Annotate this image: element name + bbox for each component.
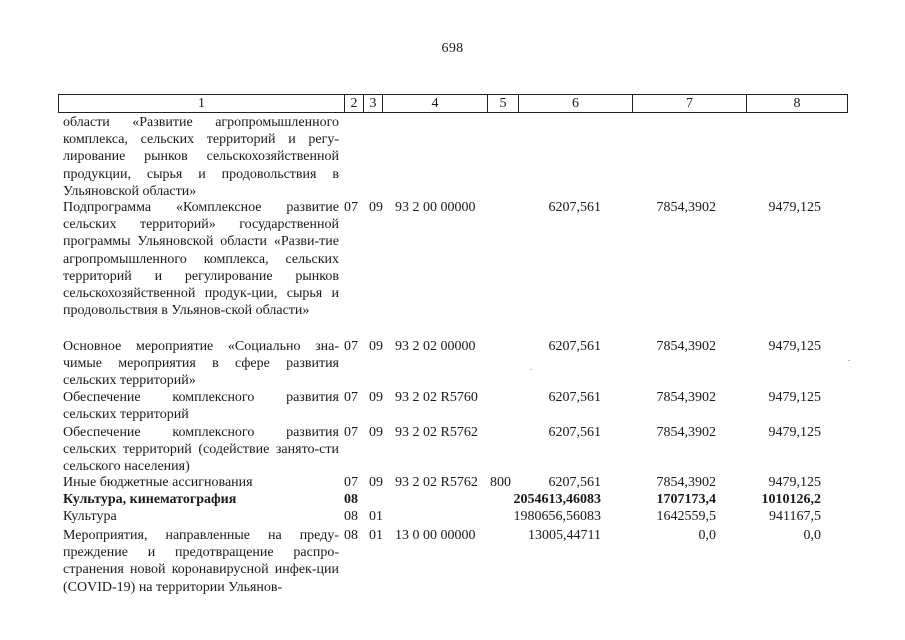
row-section: 07 bbox=[344, 425, 358, 440]
header-col-2: 2 bbox=[345, 95, 364, 112]
row-target-article: 93 2 00 00000 bbox=[395, 200, 476, 215]
header-col-4: 4 bbox=[383, 95, 488, 112]
row-subsection: 09 bbox=[369, 425, 383, 440]
row-subsection: 09 bbox=[369, 390, 383, 405]
row-subsection: 01 bbox=[369, 509, 383, 524]
row-section: 08 bbox=[344, 492, 358, 507]
row-section: 08 bbox=[344, 528, 358, 543]
row-amount-year-2: 7854,3902 bbox=[656, 425, 716, 440]
header-col-5: 5 bbox=[488, 95, 519, 112]
row-amount-year-1: 13005,44711 bbox=[528, 528, 601, 543]
header-col-8: 8 bbox=[793, 96, 801, 111]
row-description: области «Развитие агропромышленного комплекса, сельских территорий и регу-лирование рынков сельскохозяйственной продукции, сырья и продовольствия в Ульяновской области» bbox=[63, 115, 339, 199]
row-amount-year-2: 1707173,4 bbox=[656, 492, 716, 507]
table-header bbox=[58, 94, 848, 113]
budget-table bbox=[58, 94, 848, 595]
row-section: 07 bbox=[344, 339, 358, 354]
row-amount-year-3: 9479,125 bbox=[768, 475, 821, 490]
scan-speck bbox=[530, 369, 532, 370]
row-amount-year-3: 9479,125 bbox=[768, 339, 821, 354]
row-amount-year-2: 7854,3902 bbox=[656, 339, 716, 354]
row-section: 08 bbox=[344, 509, 358, 524]
row-amount-year-3: 9479,125 bbox=[768, 390, 821, 405]
row-description: Основное мероприятие «Социально зна-чимые мероприятия в сфере развития сельских территорий» bbox=[63, 339, 339, 389]
row-description: Культура bbox=[63, 509, 117, 524]
row-amount-year-1: 2054613,46083 bbox=[513, 492, 601, 507]
row-expense-type: 800 bbox=[490, 475, 511, 490]
row-amount-year-1: 6207,561 bbox=[548, 339, 601, 354]
row-subsection: 09 bbox=[369, 475, 383, 490]
scan-speck bbox=[848, 360, 850, 361]
row-section: 07 bbox=[344, 200, 358, 215]
row-description: Мероприятия, направленные на преду-преждение и предотвращение распро-странения новой коронавирусной инфек-ции (COVID-19) на территории Ульянов- bbox=[63, 528, 339, 595]
header-col-7: 7 bbox=[633, 95, 747, 112]
row-amount-year-2: 7854,3902 bbox=[656, 475, 716, 490]
header-col-3: 3 bbox=[364, 95, 383, 112]
row-amount-year-2: 0,0 bbox=[698, 528, 716, 543]
header-col-6: 6 bbox=[519, 95, 633, 112]
row-description: Иные бюджетные ассигнования bbox=[63, 475, 253, 490]
row-amount-year-3: 941167,5 bbox=[769, 509, 821, 524]
page-number: 698 bbox=[441, 41, 464, 56]
row-amount-year-2: 7854,3902 bbox=[656, 390, 716, 405]
row-amount-year-3: 9479,125 bbox=[768, 200, 821, 215]
row-description: Культура, кинематография bbox=[63, 492, 237, 507]
row-amount-year-1: 6207,561 bbox=[548, 475, 601, 490]
row-amount-year-2: 7854,3902 bbox=[656, 200, 716, 215]
row-amount-year-1: 1980656,56083 bbox=[513, 509, 601, 524]
row-amount-year-1: 6207,561 bbox=[548, 425, 601, 440]
row-amount-year-2: 1642559,5 bbox=[656, 509, 716, 524]
header-col-1: 1 bbox=[59, 95, 345, 112]
row-section: 07 bbox=[344, 475, 358, 490]
row-description: Обеспечение комплексного развития сельских территорий (содействие занято-сти сельского населения) bbox=[63, 425, 339, 475]
row-amount-year-3: 1010126,2 bbox=[761, 492, 821, 507]
row-target-article: 93 2 02 R5760 bbox=[395, 390, 478, 405]
row-target-article: 93 2 02 R5762 bbox=[395, 475, 478, 490]
row-target-article: 13 0 00 00000 bbox=[395, 528, 476, 543]
row-amount-year-1: 6207,561 bbox=[548, 390, 601, 405]
row-target-article: 93 2 02 00000 bbox=[395, 339, 476, 354]
row-description: Обеспечение комплексного развития сельских территорий bbox=[63, 390, 339, 423]
row-amount-year-1: 6207,561 bbox=[548, 200, 601, 215]
row-amount-year-3: 9479,125 bbox=[768, 425, 821, 440]
row-subsection: 01 bbox=[369, 528, 383, 543]
row-amount-year-3: 0,0 bbox=[803, 528, 821, 543]
row-description: Подпрограмма «Комплексное развитие сельских территорий» государственной программы Ульяновской области «Разви-тие агропромышленного комплекса, сельских территорий и регулирование рынков сельскохозяйственной продук-ции, сырья и продовольствия в Ульянов-ской области» bbox=[63, 200, 339, 319]
row-subsection: 09 bbox=[369, 200, 383, 215]
row-target-article: 93 2 02 R5762 bbox=[395, 425, 478, 440]
row-subsection: 09 bbox=[369, 339, 383, 354]
row-section: 07 bbox=[344, 390, 358, 405]
